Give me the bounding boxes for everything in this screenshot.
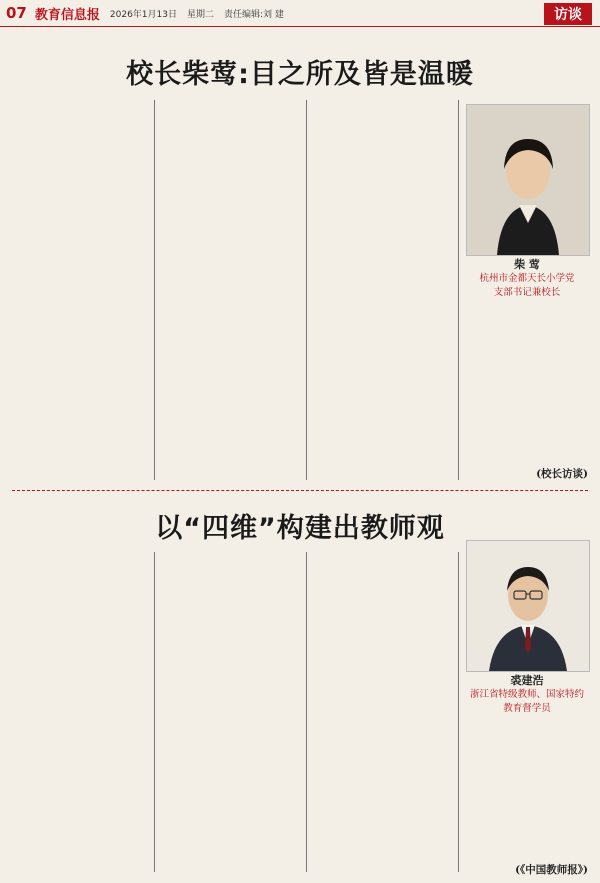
page-number: 07 [6, 4, 27, 22]
masthead [0, 0, 600, 27]
article2-column-3 [312, 566, 452, 870]
teacher-title-line-2: 教育督学员 [503, 703, 551, 714]
principal-photo-caption [462, 258, 592, 300]
article2-column-1 [12, 552, 148, 870]
article2-headline: 以“四维”构建出教师观 [155, 513, 445, 544]
article1-column-1 [12, 100, 148, 476]
principal-title-line-1: 杭州市金都天长小学党 [479, 273, 575, 284]
article1-column-2 [160, 100, 300, 476]
article2-column-2 [160, 552, 300, 870]
column-rule [306, 100, 307, 480]
teacher-name: 裘建浩 [510, 674, 544, 687]
teacher-photo [466, 540, 590, 672]
article1-column-4 [464, 306, 588, 456]
teacher-photo-caption [462, 674, 592, 716]
section-tag: 访谈 [544, 3, 592, 25]
article2-column-4 [464, 720, 588, 856]
column-rule [458, 100, 459, 480]
article-divider [12, 490, 588, 491]
teacher-title-line-1: 浙江省特级教师、国家特约 [469, 689, 584, 700]
portrait-image [467, 105, 589, 255]
issue-date: 2026年1月13日 [109, 9, 177, 20]
article2-source: (《中国教师报》) [515, 864, 588, 876]
principal-photo [466, 104, 590, 256]
portrait-image [467, 541, 589, 671]
principal-title-line-2: 支部书记兼校长 [493, 287, 561, 298]
article1-source: (校长访谈) [536, 468, 588, 480]
column-rule [154, 552, 155, 872]
issue-weekday: 星期二 [186, 9, 214, 20]
article1-column-3 [312, 100, 452, 476]
article1-headline: 校长柴莺:目之所及皆是温暖 [126, 59, 474, 90]
paper-name: 教育信息报 [34, 7, 100, 23]
column-rule [306, 552, 307, 872]
principal-name: 柴 莺 [514, 258, 540, 271]
masthead-info [110, 7, 284, 20]
editor-credit: 责任编辑:刘 建 [224, 9, 284, 20]
column-rule [154, 100, 155, 480]
column-rule [458, 552, 459, 872]
